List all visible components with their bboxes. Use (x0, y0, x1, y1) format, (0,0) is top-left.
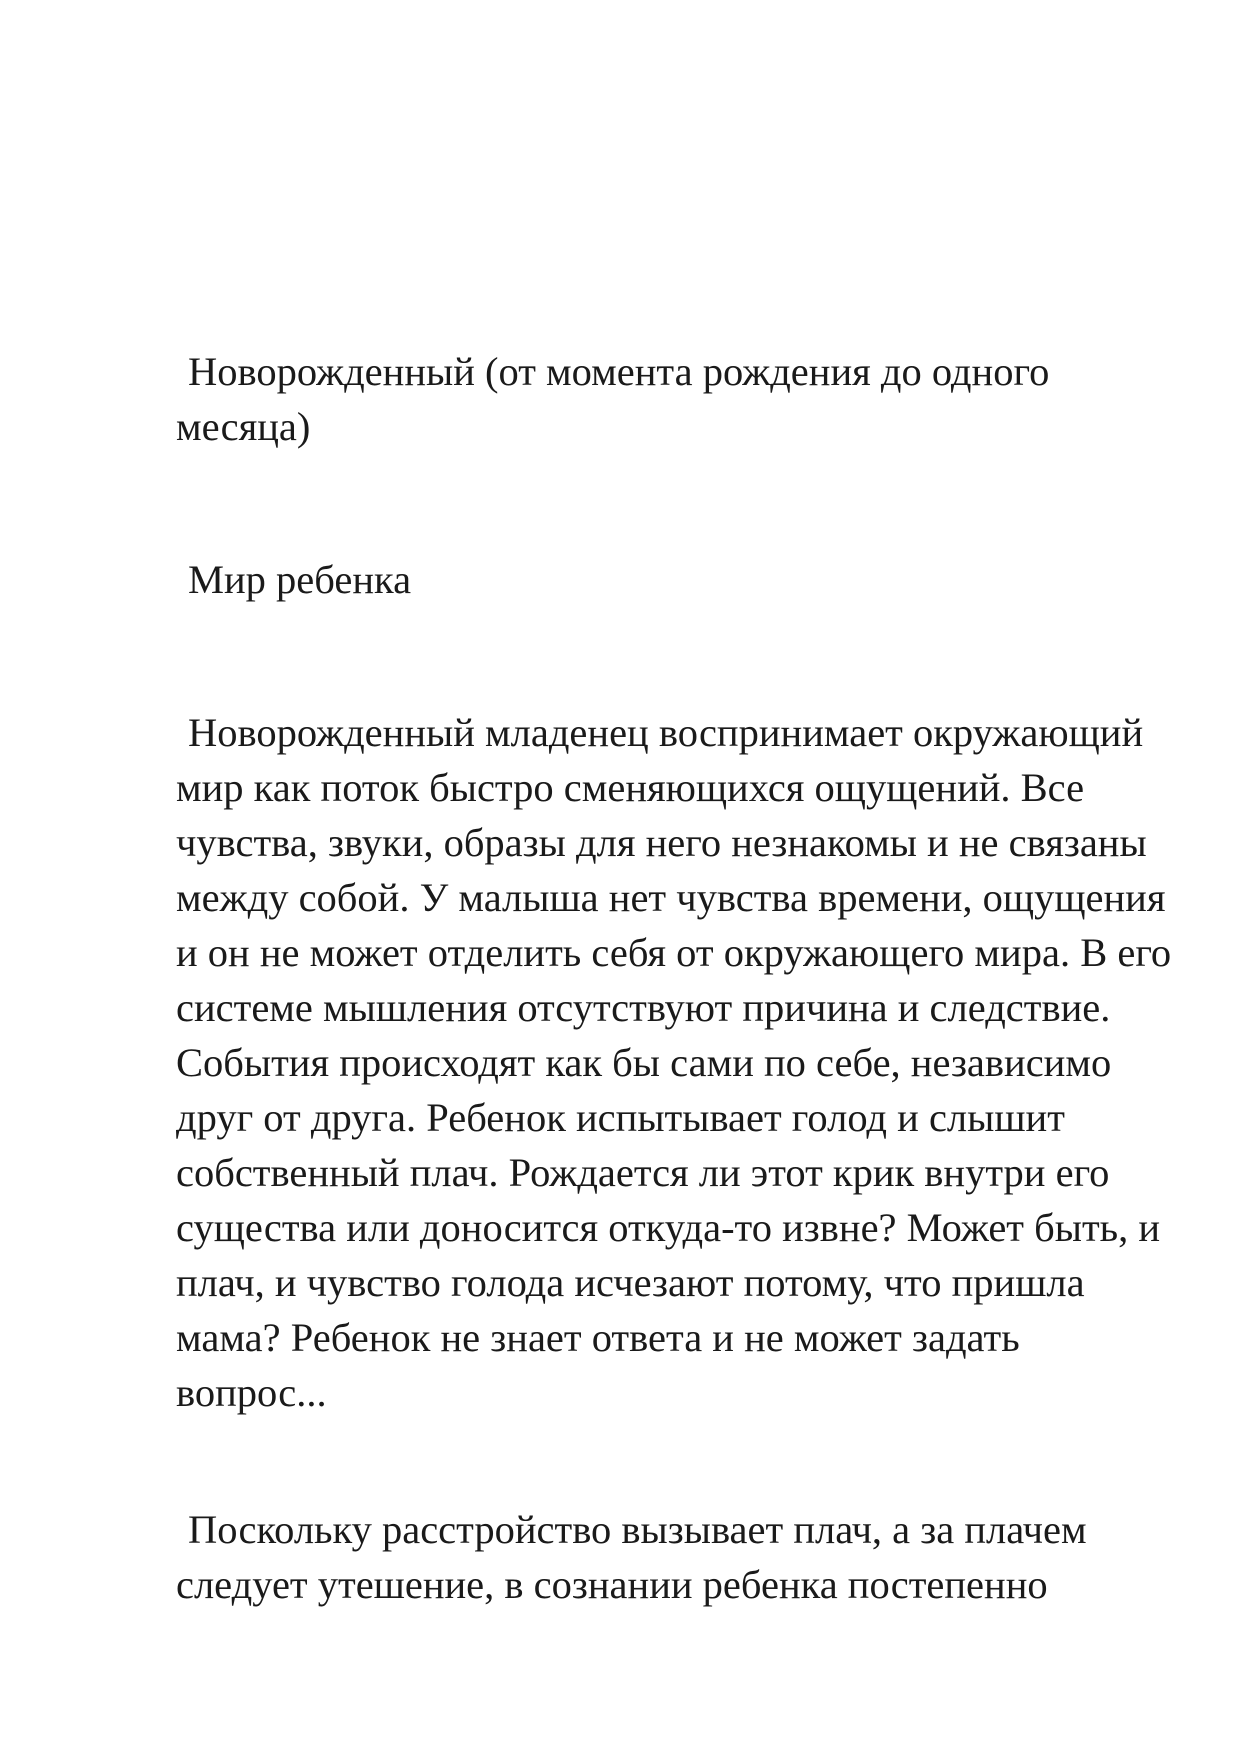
body-paragraph: Новорожденный младенец воспринимает окружающий мир как поток быстро сменяющихся ощущений. Все чувства, звуки, образы для него незнакомы и не связаны между собой. У малыша нет чувства времени, ощущения и он не может отделить себя от окружающего мира. В его системе мышления отсутствуют причина и следствие. События происходят как бы сами по себе, независимо друг от друга. Ребенок испытывает голод и слышит собственный плач. Рождается ли этот крик внутри его существа или доносится откуда-то извне? Может быть, и плач, и чувство голода исчезают потому, что пришла мама? Ребенок не знает ответа и не может задать вопрос... (176, 710, 1182, 1415)
chapter-title: Новорожденный (от момента рождения до одного месяца) (176, 349, 1060, 449)
body-paragraph: Поскольку расстройство вызывает плач, а за плачем следует утешение, в сознании ребенка постепенно (176, 1507, 1097, 1607)
section-heading: Мир ребенка (188, 557, 412, 602)
